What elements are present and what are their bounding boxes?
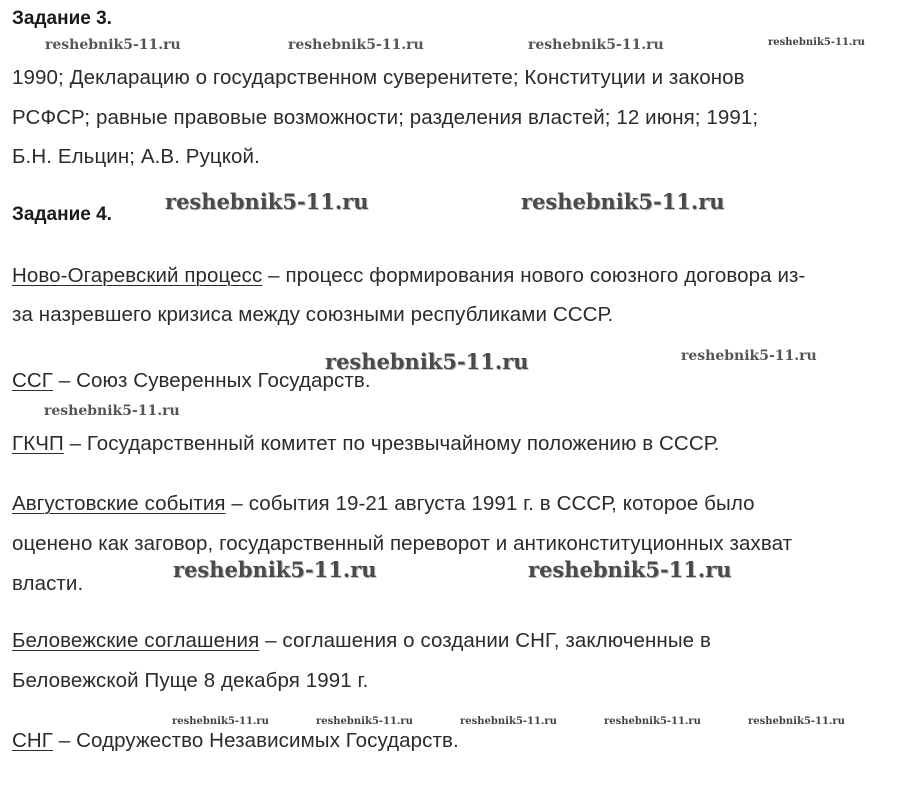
definition-novo-ogarevo — [12, 264, 805, 288]
definition-term: Ново-Огаревский процесс — [12, 264, 263, 287]
task3-answer-line-1: 1990; Декларацию о государственном суверенитете; Конституции и законов — [12, 66, 745, 89]
watermark: reshebnik5-11.ru — [528, 557, 732, 582]
task3-heading: Задание 3. — [12, 8, 112, 29]
watermark: reshebnik5-11.ru — [165, 189, 369, 214]
definition-text: – Содружество Независимых Государств. — [53, 729, 459, 752]
watermark: reshebnik5-11.ru — [325, 349, 529, 374]
watermark: reshebnik5-11.ru — [172, 716, 269, 727]
watermark: reshebnik5-11.ru — [173, 557, 377, 582]
watermark: reshebnik5-11.ru — [288, 37, 424, 53]
definition-ssg — [12, 369, 371, 393]
definition-novo-ogarevo-cont: за назревшего кризиса между союзными республиками СССР. — [12, 303, 614, 326]
definition-august-events — [12, 492, 755, 516]
watermark: reshebnik5-11.ru — [528, 37, 664, 53]
task3-answer-line-3: Б.Н. Ельцин; А.В. Руцкой. — [12, 145, 260, 168]
watermark: reshebnik5-11.ru — [316, 716, 413, 727]
definition-term: ГКЧП — [12, 432, 64, 455]
definition-gkchp — [12, 432, 719, 456]
definition-belovezh — [12, 629, 711, 653]
watermark: reshebnik5-11.ru — [44, 403, 180, 419]
definition-term: Августовские события — [12, 492, 226, 515]
watermark: reshebnik5-11.ru — [681, 348, 817, 364]
definition-term: СНГ — [12, 729, 54, 752]
definition-text: – Союз Суверенных Государств. — [53, 369, 371, 392]
watermark: reshebnik5-11.ru — [45, 37, 181, 53]
watermark: reshebnik5-11.ru — [521, 189, 725, 214]
task3-answer-line-2: РСФСР; равные правовые возможности; разделения властей; 12 июня; 1991; — [12, 106, 759, 129]
watermark: reshebnik5-11.ru — [748, 716, 845, 727]
definition-term: ССГ — [12, 369, 54, 392]
definition-text: – события 19-21 августа 1991 г. в СССР, которое было — [225, 492, 755, 515]
definition-belovezh-cont: Беловежской Пуще 8 декабря 1991 г. — [12, 669, 369, 692]
definition-august-events-cont-1: оценено как заговор, государственный переворот и антиконституционных захват — [12, 532, 793, 555]
watermark: reshebnik5-11.ru — [460, 716, 557, 727]
task4-heading: Задание 4. — [12, 204, 112, 225]
definition-term: Беловежские соглашения — [12, 629, 260, 652]
watermark: reshebnik5-11.ru — [604, 716, 701, 727]
watermark: reshebnik5-11.ru — [768, 37, 865, 48]
definition-sng — [12, 729, 459, 753]
definition-text: – процесс формирования нового союзного договора из- — [262, 264, 806, 287]
definition-text: – Государственный комитет по чрезвычайному положению в СССР. — [63, 432, 720, 455]
definition-text: – соглашения о создании СНГ, заключенные в — [259, 629, 711, 652]
definition-august-events-cont-2: власти. — [12, 572, 84, 595]
